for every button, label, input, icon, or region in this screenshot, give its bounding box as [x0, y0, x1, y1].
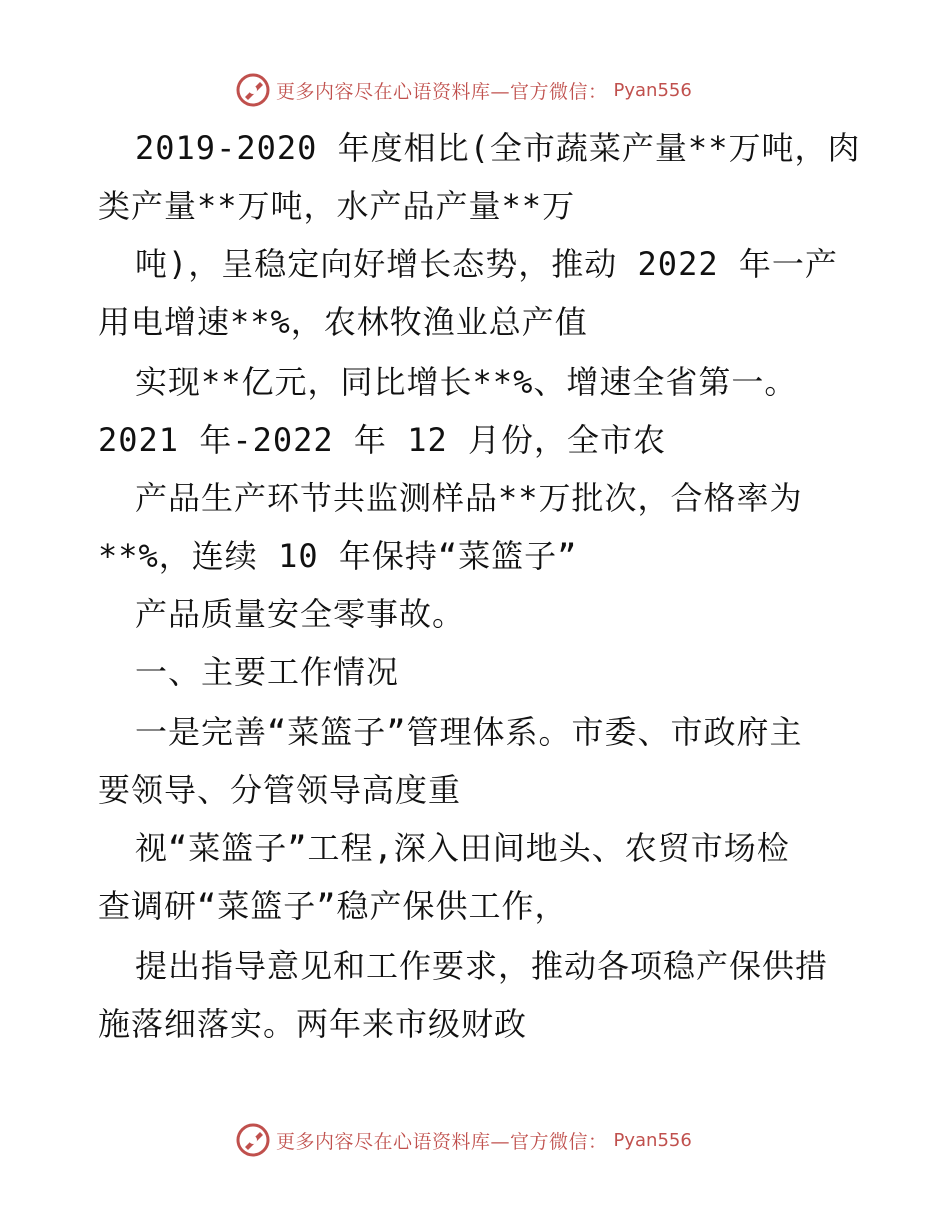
text-line: **%，连续 10 年保持“菜篮子”: [98, 537, 578, 575]
text-line: 视“菜篮子”工程,深入田间地头、农贸市场检: [135, 829, 790, 867]
header-watermark: [236, 72, 692, 108]
text-line: 产品生产环节共监测样品**万批次，合格率为: [135, 479, 803, 517]
text-line: 类产量**万吨，水产品产量**万: [98, 187, 576, 225]
text-line: 2019-2020 年度相比(全市蔬菜产量**万吨，肉: [135, 129, 861, 167]
text-line: 吨)，呈稳定向好增长态势，推动 2022 年一产: [135, 245, 838, 283]
watermark-text: 更多内容尽在心语资料库—官方微信：: [276, 1130, 608, 1153]
text-line: 施落细落实。两年来市级财政: [98, 1005, 528, 1043]
logo-icon: [236, 1123, 270, 1157]
text-line: 2021 年-2022 年 12 月份，全市农: [98, 421, 666, 459]
text-line: 产品质量安全零事故。: [135, 595, 466, 633]
text-line: 提出指导意见和工作要求，推动各项稳产保供措: [135, 947, 829, 985]
text-line: 查调研“菜篮子”稳产保供工作，: [98, 887, 568, 925]
watermark-text: 更多内容尽在心语资料库—官方微信：: [276, 80, 608, 103]
text-line: 一是完善“菜篮子”管理体系。市委、市政府主: [135, 713, 803, 751]
logo-icon: [236, 73, 270, 107]
text-line: 实现**亿元，同比增长**%、增速全省第一。: [135, 363, 798, 401]
footer-watermark: [236, 1122, 692, 1158]
watermark-id: Pyan556: [613, 1129, 692, 1151]
text-line: 要领导、分管领导高度重: [98, 771, 462, 809]
section-heading: 一、主要工作情况: [135, 653, 400, 691]
text-line: 用电增速**%，农林牧渔业总产值: [98, 303, 588, 341]
watermark-id: Pyan556: [613, 79, 692, 101]
